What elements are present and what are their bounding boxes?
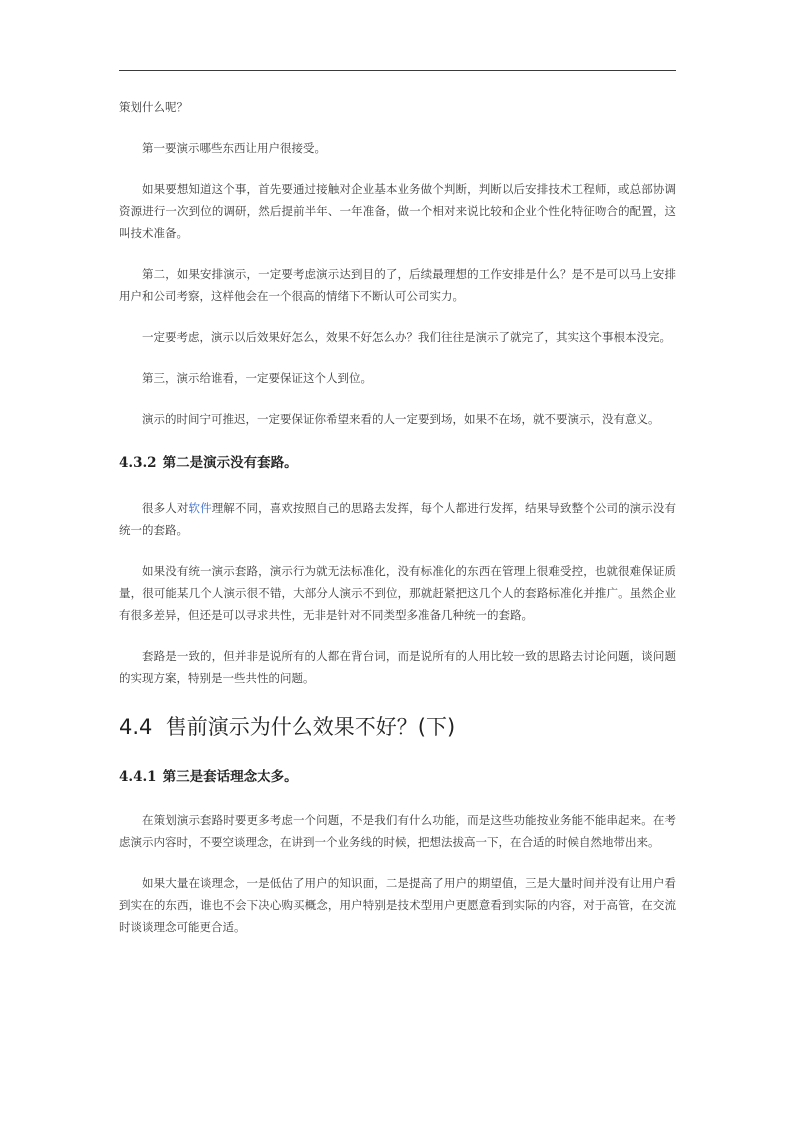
paragraph: 如果大量在谈理念，一是低估了用户的知识面，二是提高了用户的期望值，三是大量时间并没有让用户看到实在的东西，谁也不会下决心购买概念，用户特别是技术型用户更愿意看到实际的内容，对于高管，在交流时谈谈理念可能更合适。 xyxy=(119,876,676,934)
paragraph: 第三，演示给谁看，一定要保证这个人到位。 xyxy=(142,371,372,385)
page-cutoff-fade xyxy=(119,966,676,976)
section-heading-4-4 xyxy=(119,713,676,741)
intro-line: 策划什么呢？ xyxy=(119,100,188,114)
paragraph: 套路是一致的，但并非是说所有的人都在背台词，而是说所有的人用比较一致的思路去讨论问题，谈问题的实现方案，特别是一些共性的问题。 xyxy=(119,649,676,685)
section-number: 4.4.1 xyxy=(119,769,157,785)
paragraph-text-after: 理解不同，喜欢按照自己的思路去发挥，每个人都进行发挥，结果导致整个公司的演示没有统一的套路。 xyxy=(119,501,676,537)
section-title: 售前演示为什么效果不好？(下) xyxy=(165,715,456,739)
section-title: 第二是演示没有套路。 xyxy=(162,455,298,471)
paragraph xyxy=(119,497,676,541)
software-link[interactable]: 软件 xyxy=(188,501,212,515)
paragraph: 如果没有统一演示套路，演示行为就无法标准化，没有标准化的东西在管理上很难受控，也就很难保证质量，很可能某几个人演示很不错，大部分人演示不到位，那就赶紧把这几个人的套路标准化并推广。虽然企业有很多差异，但还是可以寻求共性，无非是针对不同类型多准备几种统一的套路。 xyxy=(119,564,676,622)
header-rule xyxy=(119,70,676,71)
section-number: 4.4 xyxy=(119,715,153,739)
document-body xyxy=(119,96,676,976)
section-number: 4.3.2 xyxy=(119,455,157,471)
paragraph-text-before: 很多人对 xyxy=(142,501,189,515)
paragraph: 演示的时间宁可推迟，一定要保证你希望来看的人一定要到场，如果不在场，就不要演示，没有意义。 xyxy=(142,412,660,426)
section-heading-4-4-1 xyxy=(119,767,676,787)
section-heading-4-3-2 xyxy=(119,453,676,473)
paragraph: 第一要演示哪些东西让用户很接受。 xyxy=(142,141,326,155)
paragraph: 一定要考虑，演示以后效果好怎么，效果不好怎么办？我们往往是演示了就完了，其实这个事根本没完。 xyxy=(142,330,671,344)
paragraph: 第二，如果安排演示，一定要考虑演示达到目的了，后续最理想的工作安排是什么？是不是可以马上安排用户和公司考察，这样他会在一个很高的情绪下不断认可公司实力。 xyxy=(119,267,676,303)
paragraph: 如果要想知道这个事，首先要通过接触对企业基本业务做个判断，判断以后安排技术工程师，或总部协调资源进行一次到位的调研，然后提前半年、一年准备，做一个相对来说比较和企业个性化特征吻合的配置，这叫技术准备。 xyxy=(119,182,676,240)
section-title: 第三是套话理念太多。 xyxy=(162,769,298,785)
paragraph: 在策划演示套路时要更多考虑一个问题，不是我们有什么功能，而是这些功能按业务能不能串起来。在考虑演示内容时，不要空谈理念，在讲到一个业务线的时候，把想法拔高一下，在合适的时候自然地带出来。 xyxy=(119,813,676,849)
